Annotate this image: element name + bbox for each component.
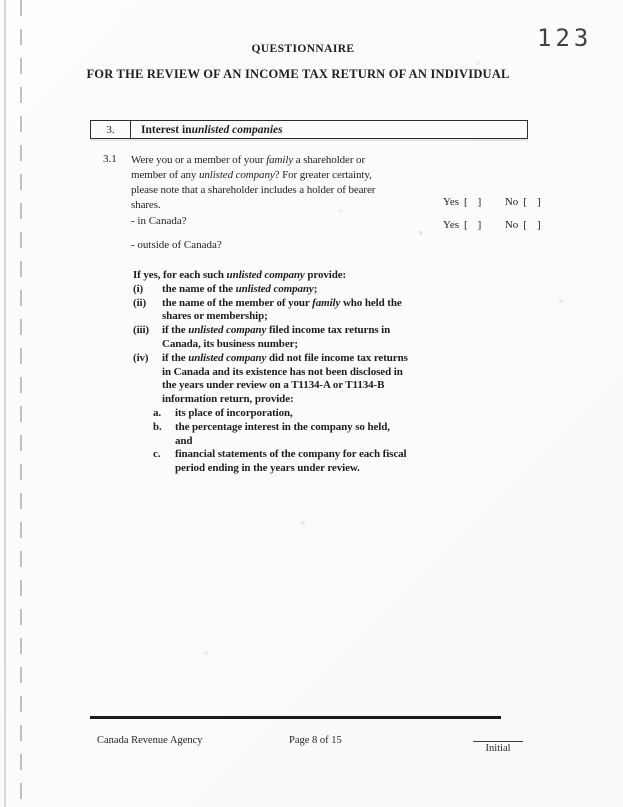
list-item-marker: (iv): [133, 351, 149, 364]
footer-page-number: Page 8 of 15: [289, 735, 342, 746]
list-item: [133, 297, 463, 325]
question-label-outside-canada: - outside of Canada?: [131, 239, 222, 251]
scan-speckles: [0, 0, 2, 2]
yes-checkbox-canada[interactable]: [ ]: [464, 196, 483, 208]
text-line: Were you or a member of your family a shareholder or: [131, 154, 366, 166]
yesno-row-outside-canada: [443, 219, 542, 231]
sub-list-item: [153, 421, 463, 449]
list-item-text: the percentage interest in the company so held, and: [175, 420, 390, 447]
list-item-marker: (i): [133, 282, 144, 295]
list-item-marker: (ii): [133, 296, 147, 309]
no-checkbox-outside-canada[interactable]: [ ]: [523, 219, 543, 231]
question-text: [131, 153, 431, 213]
sub-list: [153, 407, 463, 476]
initial-field[interactable]: [473, 741, 523, 754]
list-item-text: its place of incorporation,: [175, 406, 293, 419]
text-line: member of any unlisted company? For greater certainty,: [131, 169, 372, 181]
initial-label: Initial: [485, 743, 511, 754]
text-line: shares.: [131, 199, 161, 211]
yes-label: Yes: [443, 219, 460, 231]
list-item-text: if the unlisted company did not file income tax returns in Canada and its existence has not been disclosed in the years under review on a T1134-A or T1134-B information return, provide:: [162, 351, 408, 406]
perforation-line: [20, 0, 22, 807]
list-item-text: financial statements of the company for each fiscal period ending in the years under review.: [175, 448, 407, 475]
yes-checkbox-outside-canada[interactable]: [ ]: [464, 219, 483, 231]
no-label: No: [504, 219, 519, 231]
footer-agency: Canada Revenue Agency: [97, 735, 203, 746]
document-subtitle: FOR THE REVIEW OF AN INCOME TAX RETURN OF AN INDIVIDUAL: [86, 67, 510, 81]
list-item-text: the name of the member of your family who held the shares or membership;: [162, 296, 402, 323]
section-title: Interest in unlisted companies: [141, 123, 283, 136]
list-item: [133, 324, 463, 352]
list-item-marker: (iii): [133, 324, 149, 337]
page-stamp: 123: [537, 24, 593, 52]
no-checkbox-canada[interactable]: [ ]: [523, 196, 543, 208]
section-number: 3.: [91, 121, 131, 138]
list-item-marker: a.: [153, 406, 162, 419]
list-item-marker: b.: [153, 420, 162, 433]
list-item-text: if the unlisted company filed income tax returns in Canada, its business number;: [162, 324, 391, 350]
page-edge-line: [4, 0, 6, 807]
yesno-row-canada: [443, 196, 542, 208]
yes-label: Yes: [443, 196, 460, 208]
sub-list-item: [153, 407, 463, 421]
question-label-in-canada: - in Canada?: [131, 215, 187, 227]
list-item: [133, 283, 463, 297]
section-header-box: [90, 120, 528, 139]
list-item: [133, 352, 463, 407]
list-item-marker: c.: [153, 448, 161, 461]
list-item-text: the name of the unlisted company;: [162, 282, 318, 295]
provide-instructions: [133, 269, 463, 476]
sub-list-item: [153, 448, 463, 476]
text-line: please note that a shareholder includes a holder of bearer: [131, 184, 376, 196]
question-number: 3.1: [103, 153, 117, 165]
provide-intro: If yes, for each such unlisted company provide:: [133, 269, 347, 281]
document-title: QUESTIONNAIRE: [251, 43, 355, 55]
footer-rule: [90, 716, 501, 719]
no-label: No: [504, 196, 519, 208]
